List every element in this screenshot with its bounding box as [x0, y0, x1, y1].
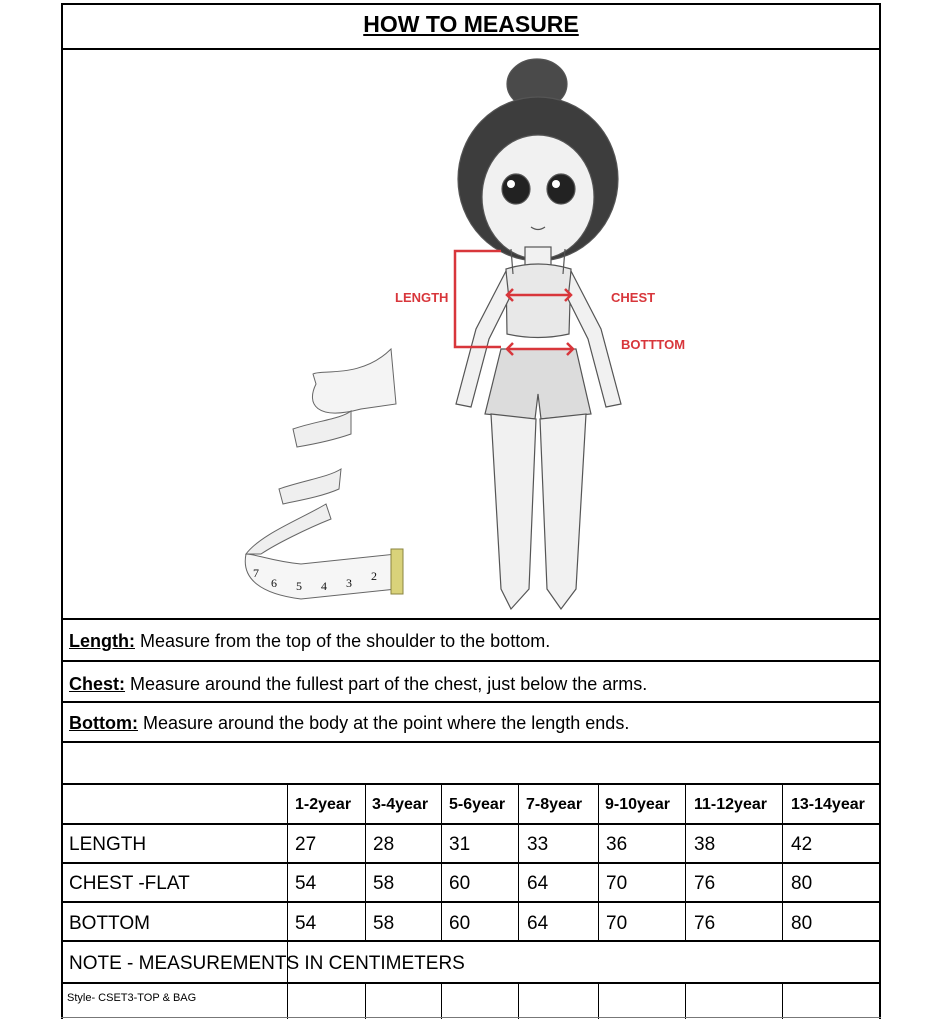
- column-divider: [598, 984, 599, 1019]
- table-cell: 64: [527, 913, 549, 934]
- size-guide-frame: [61, 3, 881, 1019]
- size-header: 5-6year: [449, 796, 506, 813]
- column-divider: [782, 984, 783, 1019]
- table-cell: 54: [295, 913, 317, 934]
- table-cell: 38: [694, 834, 716, 855]
- chest-annotation: CHEST: [611, 290, 656, 305]
- row-divider: [61, 783, 881, 785]
- bottom-instruction: [69, 713, 629, 734]
- table-cell: 80: [791, 873, 813, 894]
- table-cell: 58: [373, 873, 395, 894]
- row-divider: [61, 660, 881, 662]
- row-divider: [61, 940, 881, 942]
- table-cell: 76: [694, 873, 716, 894]
- tape-measure-image: [245, 349, 403, 599]
- tape-number: 5: [296, 579, 302, 593]
- table-cell: 70: [606, 913, 628, 934]
- size-header: 3-4year: [372, 796, 429, 813]
- size-header: 13-14year: [791, 796, 865, 813]
- style-code: Style- CSET3-TOP & BAG: [67, 992, 197, 1004]
- row-divider: [61, 823, 881, 825]
- table-cell: 31: [449, 834, 471, 855]
- tape-number: 2: [371, 569, 377, 583]
- length-annotation: LENGTH: [395, 290, 449, 305]
- chest-term: Chest:: [69, 674, 126, 694]
- note-text: NOTE - MEASUREMENTS IN CENTIMETERS: [69, 953, 465, 974]
- table-cell: 28: [373, 834, 395, 855]
- length-text: Measure from the top of the shoulder to the bottom.: [134, 631, 551, 651]
- row-label: LENGTH: [69, 834, 147, 855]
- table-cell: 33: [527, 834, 549, 855]
- row-divider: [61, 862, 881, 864]
- table-cell: 27: [295, 834, 317, 855]
- size-header: 7-8year: [526, 796, 583, 813]
- tape-number: 4: [321, 579, 327, 593]
- column-divider: [441, 984, 442, 1019]
- column-divider: [685, 984, 686, 1019]
- size-header: 1-2year: [295, 796, 352, 813]
- row-divider: [61, 982, 881, 984]
- row-divider: [61, 901, 881, 903]
- bottom-text: Measure around the body at the point where the length ends.: [137, 713, 630, 733]
- column-divider: [518, 984, 519, 1019]
- table-cell: 60: [449, 873, 471, 894]
- girl-figure-image: [456, 59, 621, 609]
- table-cell: 58: [373, 913, 395, 934]
- length-term: Length:: [69, 631, 135, 651]
- border-top: [61, 3, 881, 5]
- table-cell: 80: [791, 913, 813, 934]
- table-cell: 76: [694, 913, 716, 934]
- measurement-illustration: [61, 49, 881, 619]
- row-label: CHEST -FLAT: [69, 873, 190, 894]
- row-divider: [61, 701, 881, 703]
- page-title: HOW TO MEASURE: [363, 11, 579, 37]
- chest-instruction: [69, 674, 647, 695]
- chest-text: Measure around the fullest part of the chest, just below the arms.: [125, 674, 648, 694]
- bottom-term: Bottom:: [69, 713, 138, 733]
- column-divider: [365, 984, 366, 1019]
- row-label: BOTTOM: [69, 913, 150, 934]
- bottom-annotation: BOTTTOM: [621, 337, 686, 352]
- table-cell: 36: [606, 834, 628, 855]
- table-cell: 60: [449, 913, 471, 934]
- length-instruction: [69, 631, 550, 652]
- size-header: 9-10year: [605, 796, 670, 813]
- table-cell: 42: [791, 834, 813, 855]
- illustration-divider: [61, 618, 881, 620]
- tape-number: 7: [253, 566, 259, 580]
- table-cell: 70: [606, 873, 628, 894]
- border-bottom: [61, 1017, 881, 1018]
- tape-number: 3: [346, 576, 352, 590]
- tape-number: 6: [271, 576, 277, 590]
- table-cell: 64: [527, 873, 549, 894]
- table-cell: 54: [295, 873, 317, 894]
- row-divider: [61, 741, 881, 743]
- size-header: 11-12year: [694, 796, 767, 813]
